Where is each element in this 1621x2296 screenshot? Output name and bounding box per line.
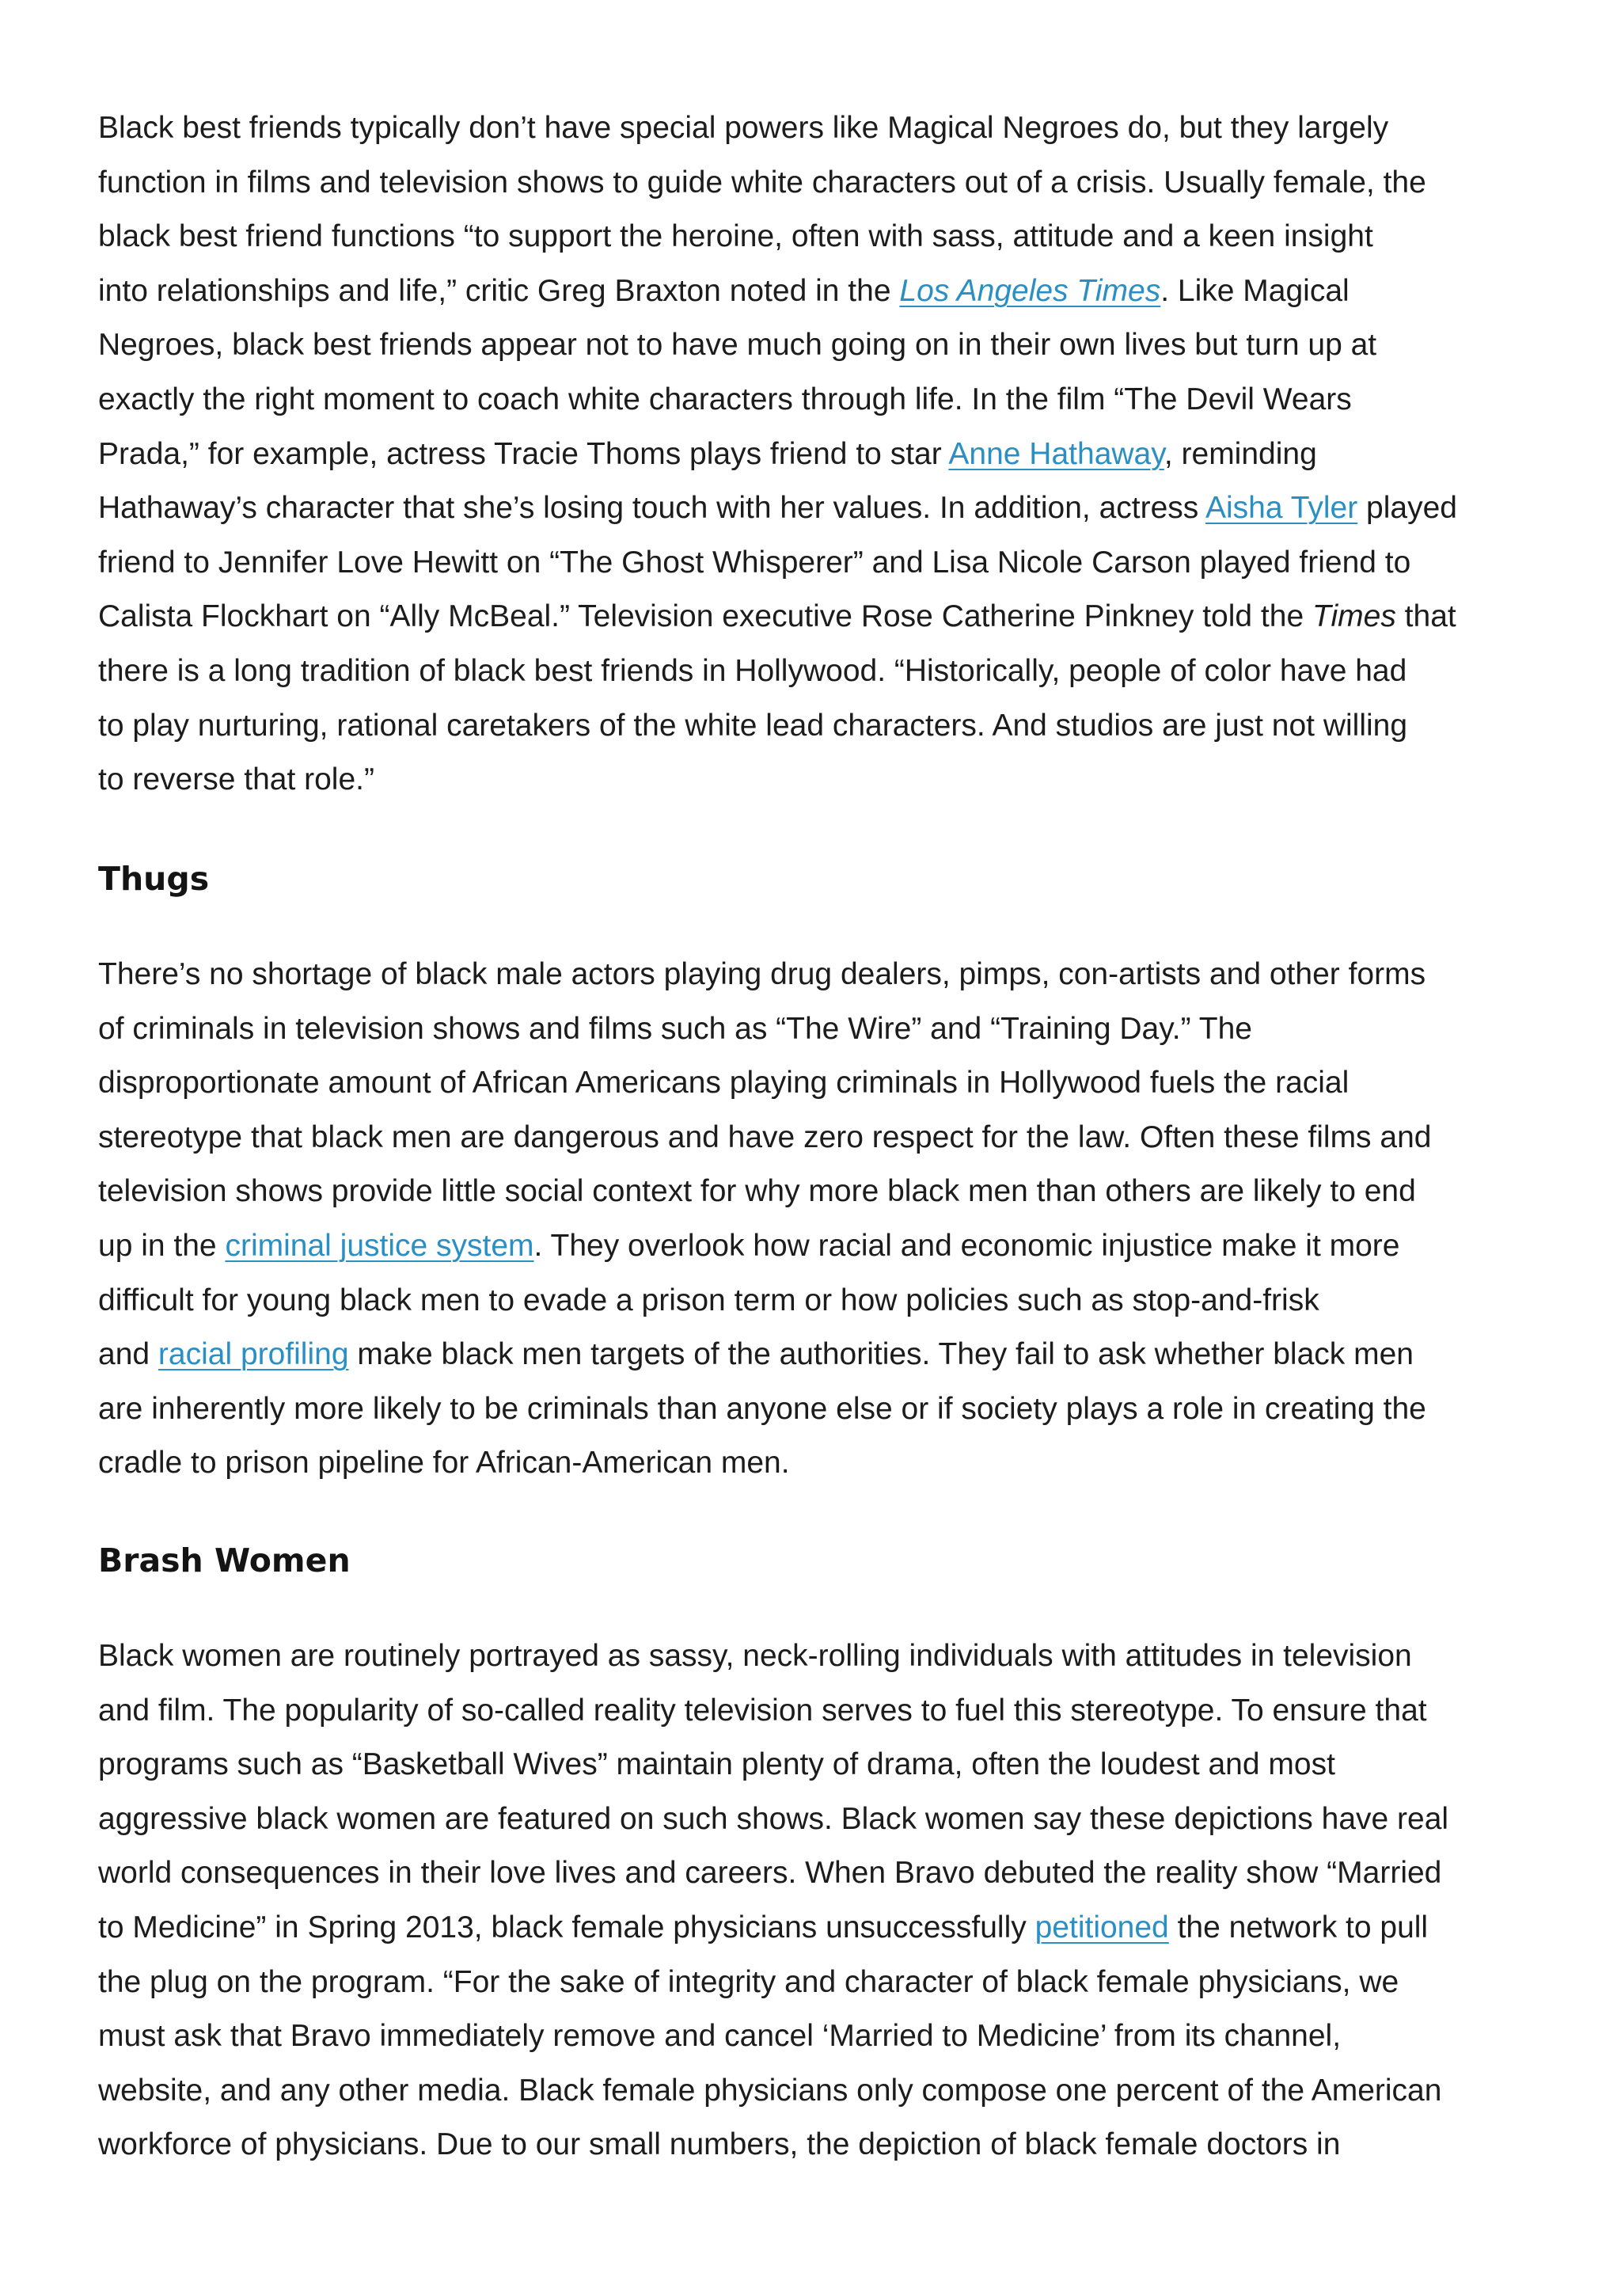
text-line: are inherently more likely to be criminals than anyone else or if society plays a role in creating the [98, 1391, 1426, 1426]
text-line: to reverse that role.” [98, 762, 374, 797]
text-line: cradle to prison pipeline for African-American men. [98, 1446, 790, 1481]
text-line: programs such as “Basketball Wives” maintain plenty of drama, often the loudest and most [98, 1747, 1335, 1782]
text-line: difficult for young black men to evade a prison term or how policies such as stop-and-frisk [98, 1283, 1319, 1317]
text-segment: up in the [98, 1228, 226, 1263]
text-line: There’s no shortage of black male actors playing drug dealers, pimps, con-artists and other forms [98, 957, 1426, 991]
text-segment: the network to pull [1168, 1910, 1429, 1944]
publication-name-times: Times [1312, 599, 1396, 634]
text-line: website, and any other media. Black female physicians only compose one percent of the American [98, 2073, 1442, 2108]
text-line: Negroes, black best friends appear not to have much going on in their own lives but turn up at [98, 328, 1377, 363]
text-line [98, 1219, 1431, 1274]
paragraph-black-best-friends [98, 101, 1457, 808]
text-line: aggressive black women are featured on such shows. Black women say these depictions have real [98, 1801, 1449, 1836]
text-line: friend to Jennifer Love Hewitt on “The Ghost Whisperer” and Lisa Nicole Carson played friend to [98, 545, 1411, 580]
text-segment: Calista Flockhart on “Ally McBeal.” Television executive Rose Catherine Pinkney told the [98, 599, 1312, 634]
text-segment: . Like Magical [1160, 273, 1350, 308]
text-segment: . They overlook how racial and economic injustice make it more [533, 1228, 1400, 1263]
text-line: of criminals in television shows and films such as “The Wire” and “Training Day.” The [98, 1011, 1252, 1046]
text-line: Black best friends typically don’t have special powers like Magical Negroes do, but they largely [98, 111, 1389, 145]
text-line: stereotype that black men are dangerous and have zero respect for the law. Often these films and [98, 1119, 1432, 1154]
section-heading-thugs: Thugs [98, 860, 210, 898]
text-line: exactly the right moment to coach white characters through life. In the film “The Devil Wears [98, 382, 1352, 416]
text-line [98, 428, 1457, 482]
text-segment: Hathaway’s character that she’s losing touch with her values. In addition, actress [98, 491, 1205, 526]
text-line [98, 590, 1457, 644]
text-segment: to Medicine” in Spring 2013, black female physicians unsuccessfully [98, 1910, 1035, 1944]
text-line [98, 481, 1457, 536]
text-line: there is a long tradition of black best friends in Hollywood. “Historically, people of color have had [98, 653, 1407, 688]
link-criminal-justice-system[interactable]: criminal justice system [225, 1228, 534, 1263]
text-line [98, 1328, 1431, 1382]
text-line: function in films and television shows to guide white characters out of a crisis. Usually female, the [98, 165, 1426, 200]
text-line: to play nurturing, rational caretakers of the white lead characters. And studios are just not willing [98, 708, 1408, 743]
text-line: Black women are routinely portrayed as sassy, neck-rolling individuals with attitudes in television [98, 1639, 1412, 1673]
text-line [98, 1901, 1448, 1956]
text-segment: and [98, 1337, 158, 1372]
text-line: world consequences in their love lives and careers. When Bravo debuted the reality show “Married [98, 1856, 1442, 1891]
text-segment: into relationships and life,” critic Greg Braxton noted in the [98, 273, 900, 308]
section-heading-brash-women: Brash Women [98, 1541, 351, 1579]
text-line: and film. The popularity of so-called reality television serves to fuel this stereotype. To ensure that [98, 1693, 1427, 1728]
link-anne-hathaway[interactable]: Anne Hathaway [948, 436, 1164, 471]
text-line: black best friend functions “to support the heroine, often with sass, attitude and a keen insight [98, 219, 1373, 254]
paragraph-brash-women [98, 1629, 1448, 2172]
text-segment: Prada,” for example, actress Tracie Thoms plays friend to star [98, 436, 949, 471]
text-segment: , reminding [1164, 436, 1317, 471]
text-line: disproportionate amount of African Americans playing criminals in Hollywood fuels the racial [98, 1066, 1350, 1100]
link-racial-profiling[interactable]: racial profiling [158, 1337, 349, 1372]
text-line [98, 264, 1457, 319]
text-segment: that [1395, 599, 1456, 634]
text-segment: make black men targets of the authorities. They fail to ask whether black men [348, 1337, 1414, 1372]
link-los-angeles-times[interactable]: Los Angeles Times [899, 273, 1161, 308]
paragraph-thugs [98, 948, 1431, 1491]
text-segment: played [1357, 491, 1457, 526]
link-petitioned[interactable]: petitioned [1034, 1910, 1169, 1944]
text-line: workforce of physicians. Due to our small numbers, the depiction of black female doctors in [98, 2127, 1341, 2162]
text-line: the plug on the program. “For the sake of integrity and character of black female physicians, we [98, 1964, 1399, 1999]
text-line: television shows provide little social context for why more black men than others are likely to end [98, 1174, 1416, 1209]
link-aisha-tyler[interactable]: Aisha Tyler [1205, 491, 1358, 526]
text-line: must ask that Bravo immediately remove and cancel ‘Married to Medicine’ from its channel, [98, 2019, 1342, 2054]
